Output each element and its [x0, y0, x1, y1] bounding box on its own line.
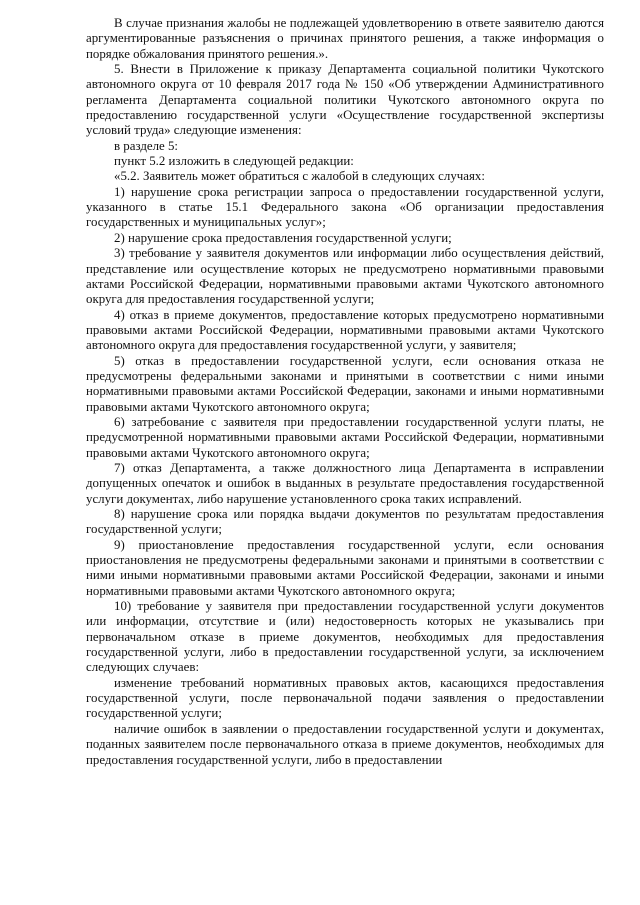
- list-item-7: 7) отказ Департамента, а также должностного лица Департамента в исправлении допущенных опечаток и ошибок в выданных в результате предоставления государственной услуги документах, либо нарушение установленного срока таких исправлений.: [86, 460, 604, 506]
- list-item-4: 4) отказ в приеме документов, предоставление которых предусмотрено нормативными правовыми актами Российской Федерации, нормативными правовыми актами Чукотского автономного округа для предоставления государственной услуги, у заявителя;: [86, 307, 604, 353]
- list-item-1: 1) нарушение срока регистрации запроса о предоставлении государственной услуги, указанного в статье 15.1 Федерального закона «Об организации предоставления государственных и муниципальных услуг»;: [86, 184, 604, 230]
- list-item-9: 9) приостановление предоставления государственной услуги, если основания приостановления не предусмотрены федеральными законами и принятыми в соответствии с ними иными нормативными правовыми актами Российской Федерации, законами и иными нормативными правовыми актами Чукотского автономного округа;: [86, 537, 604, 598]
- list-item-3: 3) требование у заявителя документов или информации либо осуществления действий, представление или осуществление которых не предусмотрено нормативными правовыми актами Российской Федерации, нормативными правовыми актами Чукотского автономного округа для предоставления государственной услуги;: [86, 246, 604, 307]
- exception-case-1: изменение требований нормативных правовых актов, касающихся предоставления государственной услуги, после первоначальной подачи заявления о предоставлении государственной услуги;: [86, 675, 604, 721]
- list-item-5: 5) отказ в предоставлении государственной услуги, если основания отказа не предусмотрены федеральными законами и принятыми в соответствии с ними иными нормативными правовыми актами Российской Федерации, законами и иными нормативными правовыми актами Чукотского автономного округа;: [86, 353, 604, 414]
- list-item-6: 6) затребование с заявителя при предоставлении государственной услуги платы, не предусмотренной нормативными правовыми актами Российской Федерации, нормативными правовыми актами Чукотского автономного округа;: [86, 414, 604, 460]
- list-item-10: 10) требование у заявителя при предоставлении государственной услуги документов или информации, отсутствие и (или) недостоверность которых не указывались при первоначальном отказе в приеме документов, необходимых для предоставления государственной услуги, либо в предоставлении государственной услуги, за исключением следующих случаев:: [86, 599, 604, 675]
- list-item-8: 8) нарушение срока или порядка выдачи документов по результатам предоставления государственной услуги;: [86, 507, 604, 537]
- paragraph-item-5: 5. Внести в Приложение к приказу Департамента социальной политики Чукотского автономного округа от 10 февраля 2017 года № 150 «Об утверждении Административного регламента Департамента социальной политики Чукотского автономного округа по предоставлению государственной услуги «Осуществление государственной экспертизы условий труда» следующие изменения:: [86, 62, 604, 138]
- exception-case-2: наличие ошибок в заявлении о предоставлении государственной услуги и документах, поданных заявителем после первоначального отказа в приеме документов, необходимых для предоставления государственной услуги, либо в предоставлении: [86, 721, 604, 767]
- paragraph-point-5-2-intro: пункт 5.2 изложить в следующей редакции:: [114, 154, 354, 169]
- list-item-2: 2) нарушение срока предоставления государственной услуги;: [114, 230, 452, 245]
- paragraph-section-5: в разделе 5:: [114, 138, 179, 153]
- paragraph-point-5-2: «5.2. Заявитель может обратиться с жалобой в следующих случаях:: [114, 169, 485, 184]
- paragraph-complaint-rejection: В случае признания жалобы не подлежащей удовлетворению в ответе заявителю даются аргументированные разъяснения о причинах принятого решения, а также информация о порядке обжалования принятого решения.».: [86, 16, 604, 61]
